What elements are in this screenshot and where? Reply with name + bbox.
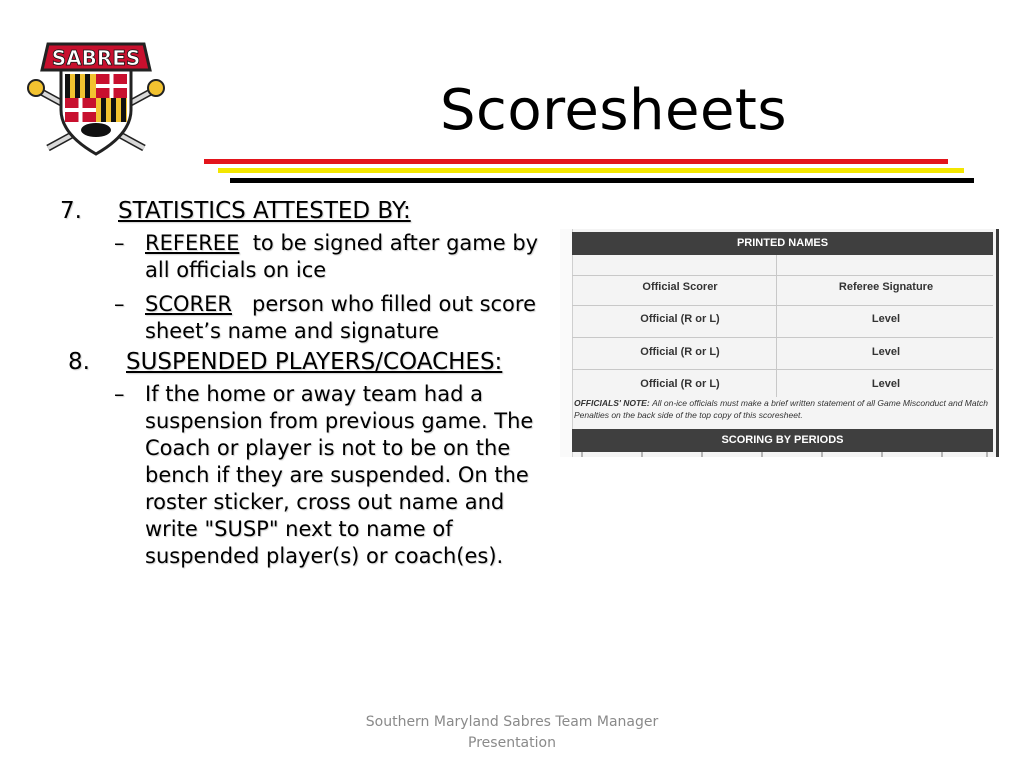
row-left-label: Official (R or L) — [640, 378, 720, 390]
sub-item-referee — [60, 230, 560, 284]
divider-black — [230, 178, 974, 183]
table-row — [572, 255, 993, 276]
slide-content — [60, 196, 560, 570]
sub-term: SCORER — [145, 292, 232, 316]
row-left-label: Official (R or L) — [640, 346, 720, 358]
dash: – — [114, 231, 125, 255]
sub-item-suspension — [60, 381, 560, 570]
item-number: 8. — [68, 349, 90, 375]
row-right-label: Referee Signature — [838, 281, 934, 293]
scoring-by-periods-header: SCORING BY PERIODS — [572, 429, 993, 452]
table-row — [572, 275, 993, 306]
table-row — [572, 305, 993, 338]
divider-yellow — [218, 168, 964, 173]
scan-ticks — [572, 452, 993, 457]
dash: – — [114, 382, 125, 406]
note-label: OFFICIALS' NOTE: — [574, 398, 650, 408]
list-item — [60, 347, 560, 377]
sabres-logo — [26, 30, 166, 160]
row-left-label: Official (R or L) — [640, 313, 720, 325]
row-right-label: Level — [871, 313, 901, 325]
footer-line-2: Presentation — [468, 735, 556, 751]
sub-text: person who filled out score sheet’s name and signature — [145, 292, 536, 343]
footer-text — [332, 712, 692, 754]
sub-term: REFEREE — [145, 231, 240, 255]
slide-title: Scoresheets — [440, 78, 788, 143]
printed-names-header: PRINTED NAMES — [572, 232, 993, 255]
table-row — [572, 369, 993, 397]
list-item — [60, 196, 560, 226]
scoresheet-image — [560, 229, 999, 457]
divider-red — [204, 159, 948, 164]
sub-text: to be signed after game by all officials on ice — [145, 231, 539, 282]
item-heading: STATISTICS ATTESTED BY: — [118, 198, 411, 224]
logo-text: SABRES — [51, 46, 141, 70]
table-row — [572, 337, 993, 370]
sub-text: If the home or away team had a suspension from previous game. The Coach or player is not to be on the bench if they are suspended. On the roster sticker, cross out name and write "SUSP" next to name of suspended player(s) or coach(es). — [145, 382, 534, 568]
row-left-label: Official Scorer — [642, 281, 718, 293]
officials-note — [572, 397, 992, 421]
footer-line-1: Southern Maryland Sabres Team Manager — [365, 714, 659, 730]
puck-icon — [81, 123, 111, 137]
dash: – — [114, 292, 125, 316]
row-right-label: Level — [871, 346, 901, 358]
note-text: All on-ice officials must make a brief written statement of all Game Misconduct and Match Penalties on the back side of the top copy of this scoresheet. — [574, 398, 988, 420]
item-number: 7. — [60, 198, 82, 224]
sub-item-scorer — [60, 291, 560, 345]
maryland-flag-icon — [65, 74, 127, 122]
row-right-label: Level — [871, 378, 901, 390]
item-heading: SUSPENDED PLAYERS/COACHES: — [126, 349, 503, 375]
